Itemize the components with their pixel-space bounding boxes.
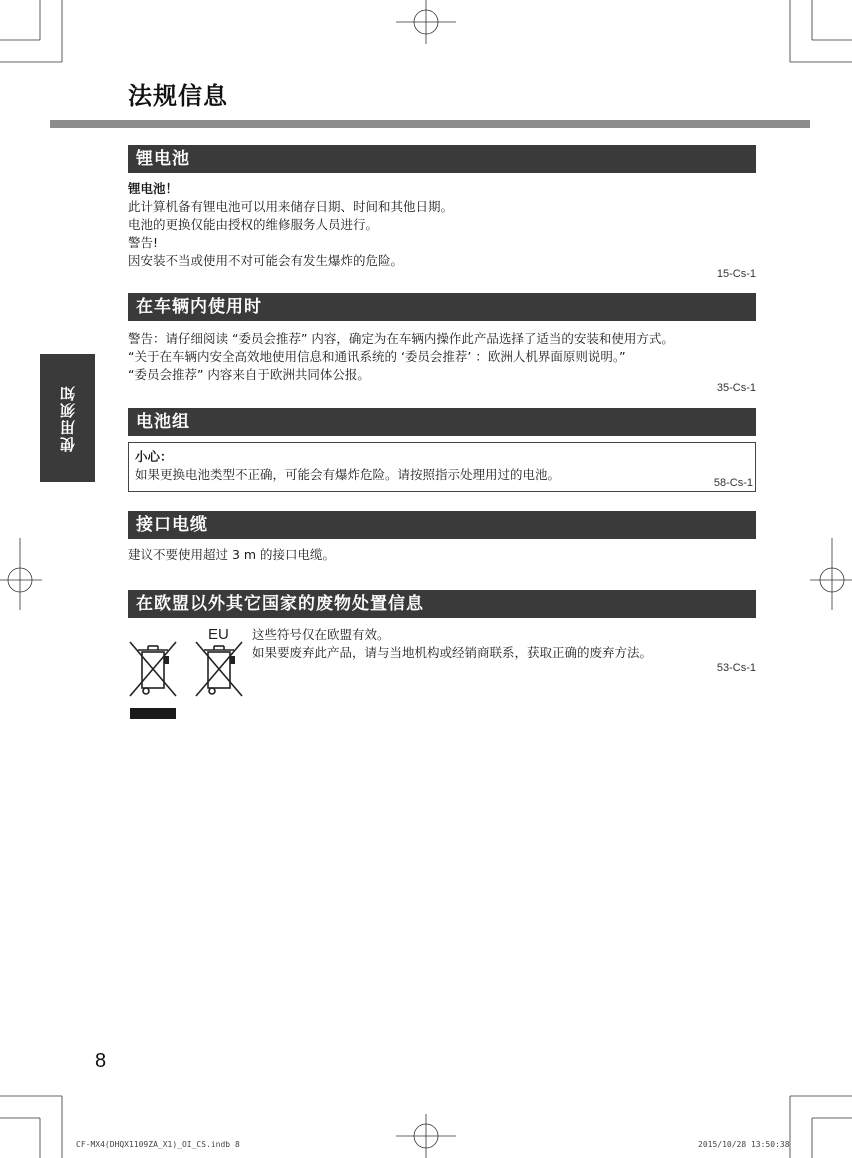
caution-box [128,442,756,492]
page-number: 8 [95,1050,107,1072]
side-tab-label: 使用须知 [59,384,77,452]
crossed-out-wheelie-bin-icon [126,638,180,700]
section-header-in-vehicle: 在车辆内使用时 [128,293,756,321]
crossed-out-wheelie-bin-icon [192,638,246,700]
lithium-battery-text [128,180,758,270]
footer-date: 2015/10/28 13:50:38 [698,1140,790,1149]
section-header-lithium-battery: 锂电池 [128,145,756,173]
regulation-code: 15-Cs-1 [716,268,756,280]
lithium-battery-line: 锂电池！ [128,181,179,196]
black-bar [130,708,176,719]
in-vehicle-line: “委员会推荐” 内容来自于欧洲共同体公报。 [128,367,370,382]
footer-file: CF-MX4(DHQX1109ZA_X1)_OI_CS.indb 8 [76,1140,240,1149]
lithium-battery-line: 警告! [128,235,159,250]
caution-text: 如果更换电池类型不正确，可能会有爆炸危险。请按照指示处理用过的电池。 [135,467,561,482]
disposal-line: 如果要废弃此产品，请与当地机构或经销商联系，获取正确的废弃方法。 [252,645,653,660]
page-title: 法规信息 [128,82,228,110]
interface-cable-text [128,546,758,564]
regulation-code: 53-Cs-1 [716,662,756,674]
caution-title: 小心： [135,449,173,464]
interface-cable-line: 建议不要使用超过 3 m 的接口电缆。 [128,547,336,562]
disposal-line: 这些符号仅在欧盟有效。 [252,627,390,642]
section-header-interface-cable: 接口电缆 [128,511,756,539]
in-vehicle-line: “关于在车辆内安全高效地使用信息和通讯系统的 ‘委员会推荐’ ：欧洲人机界面原则说明。” [128,349,626,364]
regulation-code: 58-Cs-1 [713,477,753,489]
title-rule [50,120,810,128]
eu-label: EU [208,626,229,643]
in-vehicle-line: 警告：请仔细阅读 “委员会推荐” 内容，确定为在车辆内操作此产品选择了适当的安装和使用方式。 [128,331,674,346]
in-vehicle-text [128,330,758,384]
section-header-disposal: 在欧盟以外其它国家的废物处置信息 [128,590,756,618]
section-header-battery-pack: 电池组 [128,408,756,436]
lithium-battery-line: 因安装不当或使用不对可能会有发生爆炸的危险。 [128,253,404,268]
lithium-battery-line: 电池的更换仅能由授权的维修服务人员进行。 [128,217,379,232]
side-tab [40,354,95,482]
disposal-text [252,626,752,662]
regulation-code: 35-Cs-1 [716,382,756,394]
lithium-battery-line: 此计算机备有锂电池可以用来储存日期、时间和其他日期。 [128,199,454,214]
